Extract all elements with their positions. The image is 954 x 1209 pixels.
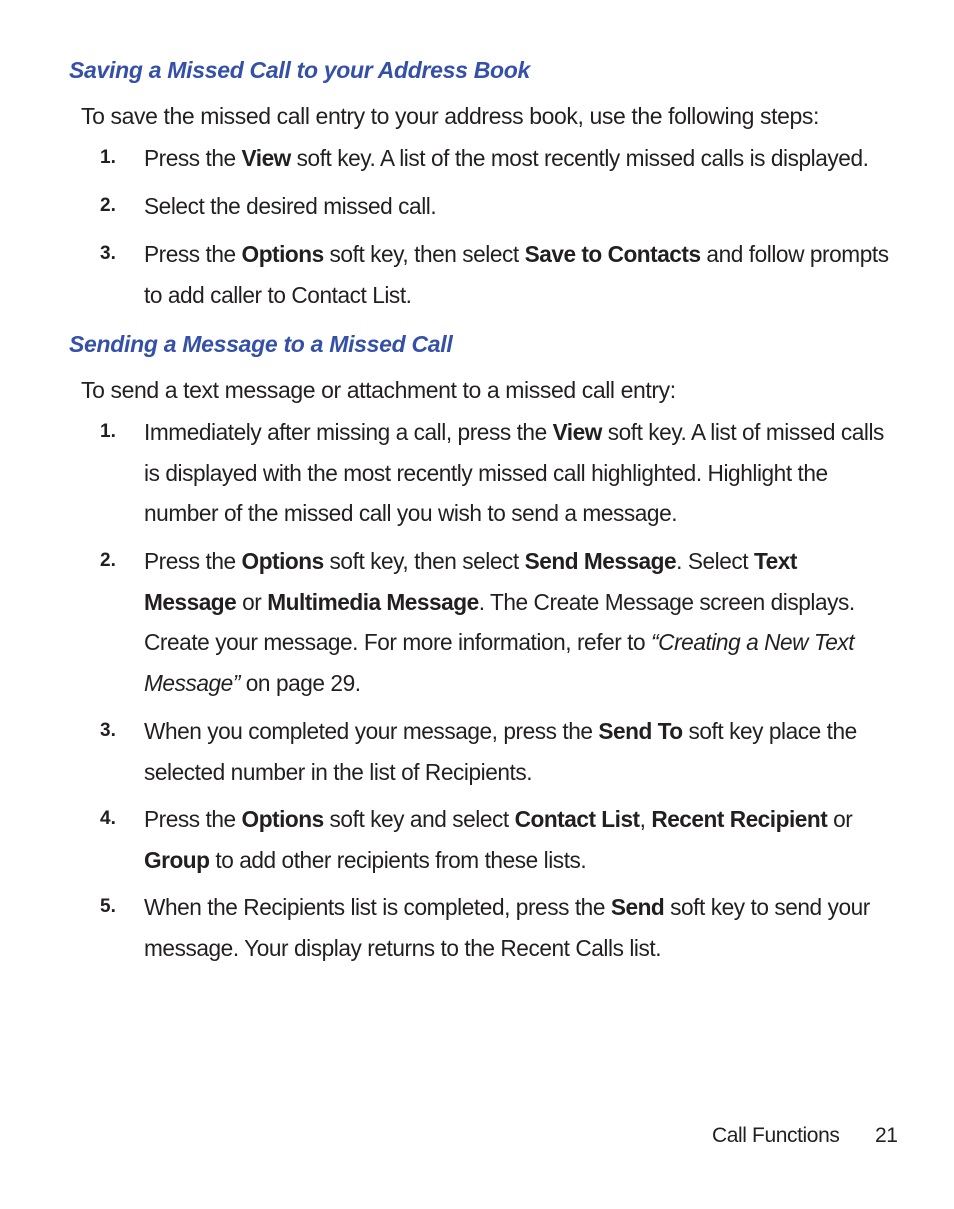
step-number: 1. xyxy=(100,147,116,168)
section-intro-saving: To save the missed call entry to your address book, use the following steps: xyxy=(81,103,819,129)
step-text-run: When the Recipients list is completed, press the xyxy=(144,894,611,920)
step-text-run: soft key and select xyxy=(323,806,515,832)
step-text-run: . The Create Message screen displays. Create your message. For more information, refer to xyxy=(144,588,855,655)
step-text xyxy=(144,887,893,968)
step-text-run: soft key place the selected number in the list of Recipients. xyxy=(144,718,857,785)
step-text-run: soft key. A list of the most recently missed calls is displayed. xyxy=(290,145,869,171)
step-text-run: Immediately after missing a call, press the xyxy=(144,419,553,445)
ui-term: Multimedia Message xyxy=(267,588,479,615)
footer-page-number: 21 xyxy=(875,1124,898,1147)
section-heading-sending: Sending a Message to a Missed Call xyxy=(69,331,453,357)
ui-term: Options xyxy=(241,241,324,267)
ui-term: Contact List xyxy=(514,806,640,832)
step-text-run: Press the xyxy=(144,806,242,832)
ui-term: Options xyxy=(241,548,324,574)
step-number: 2. xyxy=(100,195,116,216)
ui-term: Send To xyxy=(598,718,683,744)
section-heading-saving: Saving a Missed Call to your Address Book xyxy=(69,57,531,83)
step-text-run: soft key. A list of missed calls is displayed with the most recently missed call highlighted. Highlight the number of the missed call you wish to send a message. xyxy=(144,419,884,526)
ui-term: Send Message xyxy=(524,548,677,574)
step-number: 5. xyxy=(100,896,116,917)
step-text-run: Press the xyxy=(144,145,242,171)
step-text-run: or xyxy=(236,588,268,615)
ui-term: Group xyxy=(144,846,210,873)
step-text-run: or xyxy=(827,806,853,832)
step-text-run: Select the desired missed call. xyxy=(144,193,437,219)
step-text xyxy=(144,138,893,179)
step-text xyxy=(144,186,893,227)
step-text-run: on page 29. xyxy=(239,669,361,696)
step-text-run: soft key, then select xyxy=(323,548,525,574)
step-number: 1. xyxy=(100,421,116,442)
step-text xyxy=(144,234,893,315)
ui-term: Save to Contacts xyxy=(524,241,701,267)
step-text xyxy=(144,541,893,703)
step-number: 3. xyxy=(100,720,116,741)
step-number: 4. xyxy=(100,808,116,829)
cross-reference: “Creating a New Text Message” xyxy=(144,629,855,696)
ui-term: View xyxy=(552,419,602,445)
step-text-run: soft key, then select xyxy=(323,241,525,267)
step-text xyxy=(144,412,893,534)
step-text-run: When you completed your message, press the xyxy=(144,718,599,744)
step-text-run: soft key to send your message. Your display returns to the Recent Calls list. xyxy=(144,894,870,961)
step-number: 3. xyxy=(100,243,116,264)
step-text xyxy=(144,799,893,880)
step-text-run: Press the xyxy=(144,241,242,267)
step-text-run: and follow prompts to add caller to Contact List. xyxy=(144,241,889,308)
footer-section-title: Call Functions xyxy=(712,1124,840,1147)
ui-term: View xyxy=(241,145,291,171)
step-text-run: to add other recipients from these lists. xyxy=(209,846,587,873)
step-text xyxy=(144,711,893,792)
step-text-run: Press the xyxy=(144,548,242,574)
ui-term: Text Message xyxy=(144,548,797,615)
ui-term: Recent Recipient xyxy=(651,806,828,832)
step-text-run: , xyxy=(639,806,652,832)
ui-term: Send xyxy=(610,894,665,920)
ui-term: Options xyxy=(241,806,324,832)
step-number: 2. xyxy=(100,550,116,571)
page-footer xyxy=(0,1124,954,1156)
section-intro-sending: To send a text message or attachment to a missed call entry: xyxy=(81,377,676,403)
step-text-run: . Select xyxy=(676,548,754,574)
